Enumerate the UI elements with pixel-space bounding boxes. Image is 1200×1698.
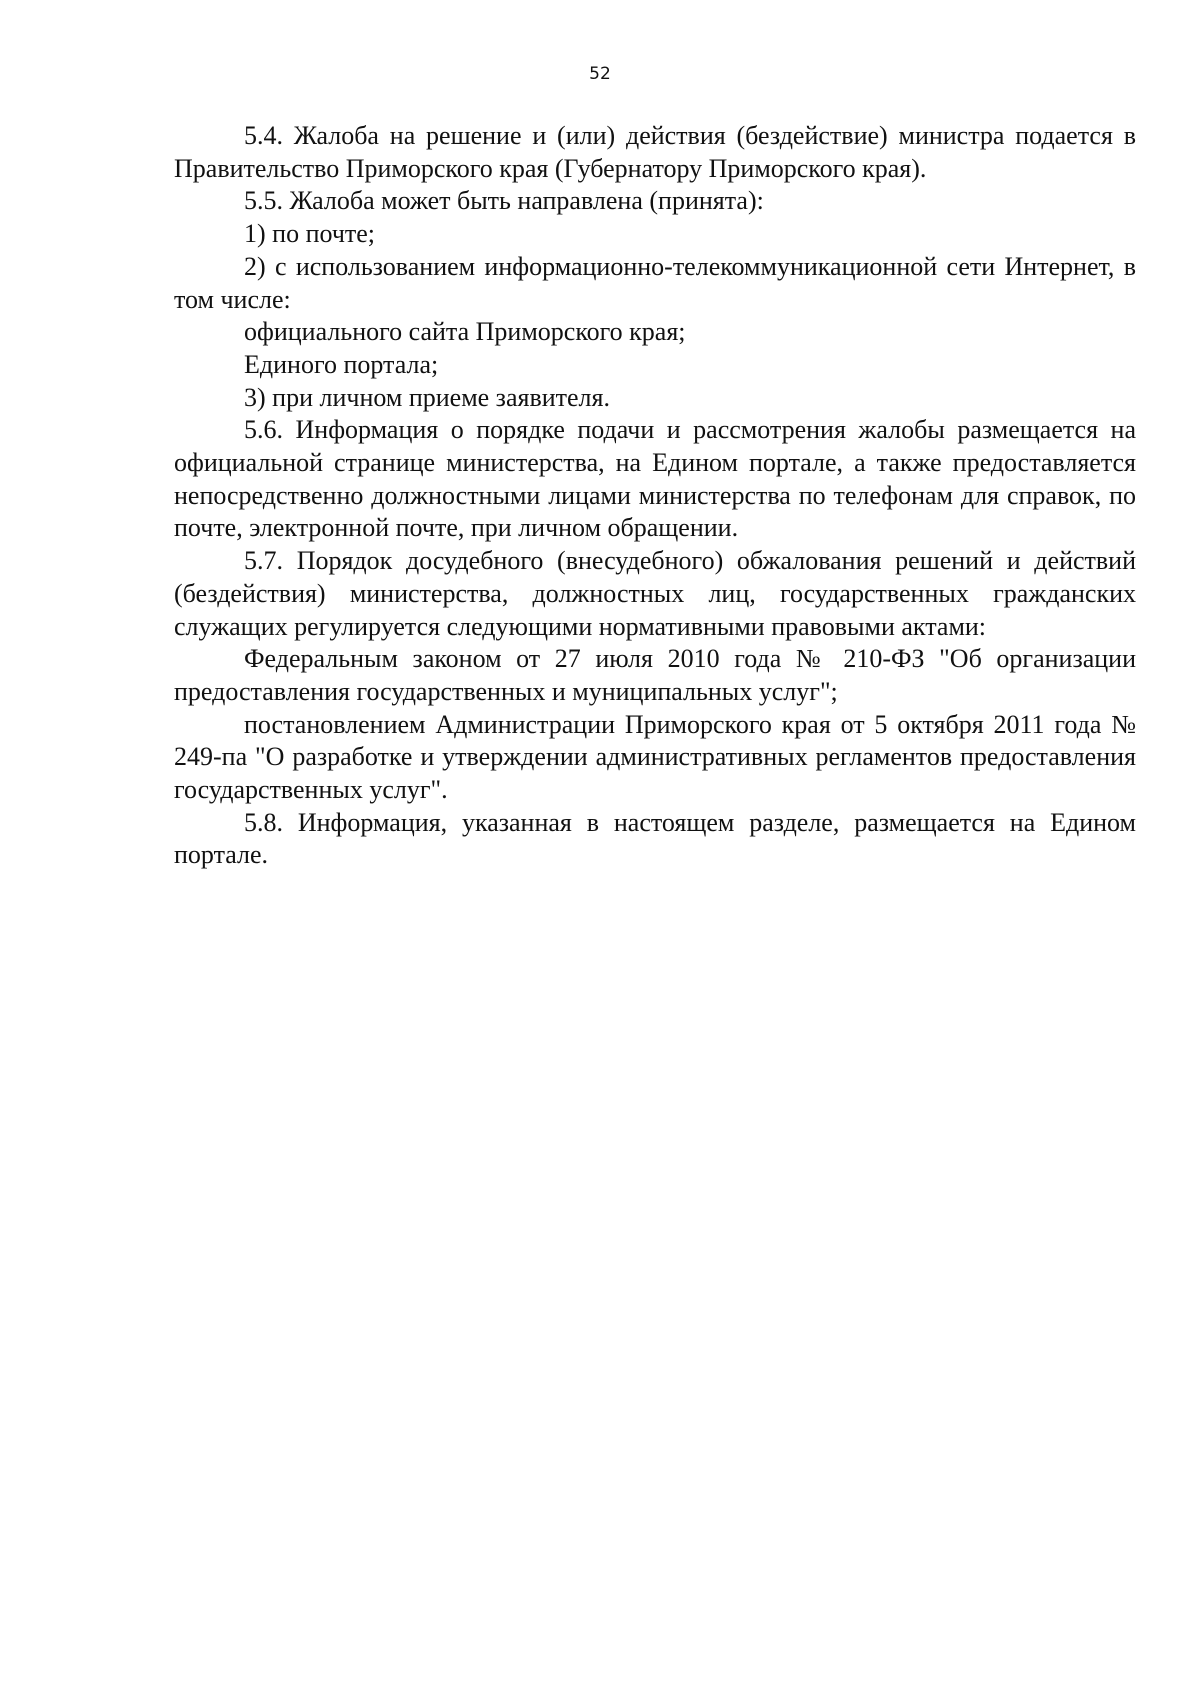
list-item-internet: 2) с использованием информационно-телекоммуникационной сети Интернет, в том числе: [174, 251, 1136, 314]
page-number: 52 [589, 64, 611, 84]
document-body [174, 120, 1136, 872]
paragraph-5-5: 5.5. Жалоба может быть направлена (принята): [244, 186, 764, 216]
list-item-unified-portal: Единого портала; [244, 349, 439, 379]
list-item-official-site: официального сайта Приморского края; [244, 317, 686, 347]
paragraph-5-6: 5.6. Информация о порядке подачи и рассмотрения жалобы размещается на официальной странице министерства, на Едином портале, а также предоставляется непосредственно должностными лицами министерства по телефонам для справок, по почте, электронной почте, при личном обращении. [174, 415, 1136, 543]
paragraph-5-8: 5.8. Информация, указанная в настоящем разделе, размещается на Едином портале. [174, 807, 1136, 870]
list-item-personal-reception: 3) при личном приеме заявителя. [244, 382, 610, 412]
paragraph-5-7: 5.7. Порядок досудебного (внесудебного) обжалования решений и действий (бездействия) министерства, должностных лиц, государственных гражданских служащих регулируется следующими нормативными правовыми актами: [174, 546, 1136, 641]
legal-act-resolution: постановлением Администрации Приморского края от 5 октября 2011 года № 249-па "О разработке и утверждении административных регламентов предоставления государственных услуг". [174, 709, 1136, 805]
list-item-post: 1) по почте; [244, 219, 376, 249]
legal-act-federal-law: Федеральным законом от 27 июля 2010 года № 210-ФЗ "Об организации предоставления государственных и муниципальных услуг"; [174, 644, 1136, 706]
paragraph-5-4: 5.4. Жалоба на решение и (или) действия (бездействие) министра подается в Правительство Приморского края (Губернатору Приморского края). [174, 121, 1136, 183]
